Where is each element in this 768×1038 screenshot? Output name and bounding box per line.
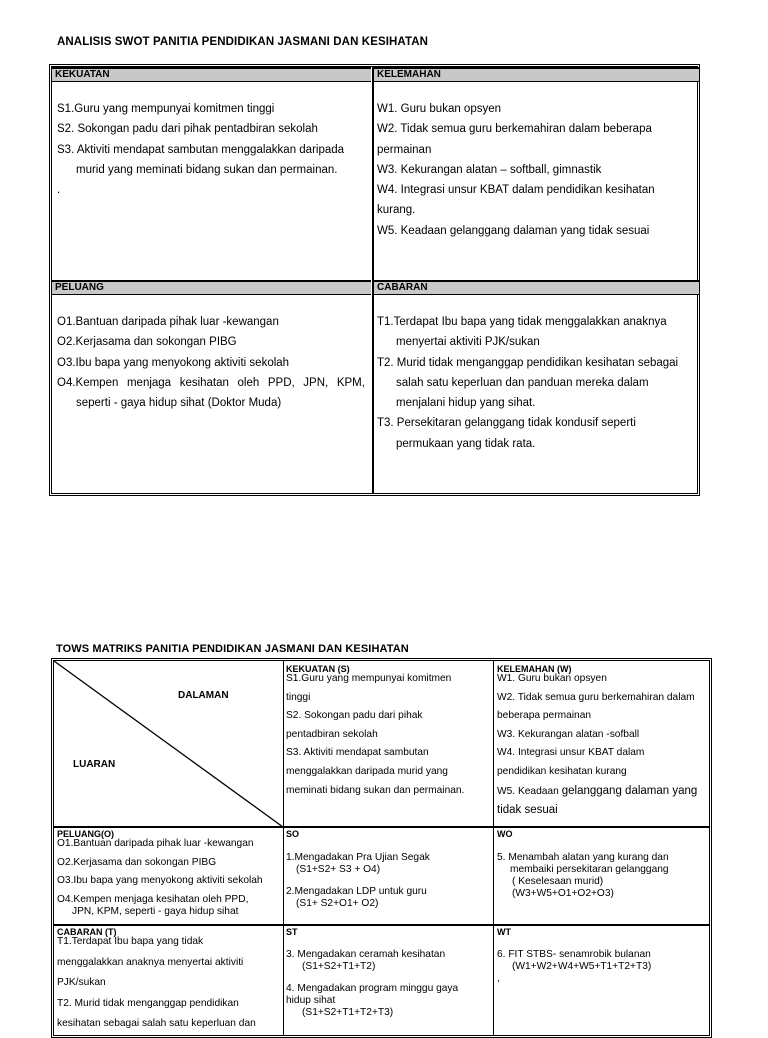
weaknesses-cell xyxy=(377,99,695,241)
list-item: menggalakkan anaknya menyertai aktiviti xyxy=(57,956,244,968)
list-item: beberapa permainan xyxy=(497,710,592,722)
strategy-item: hidup sihat xyxy=(286,995,336,1006)
tows-threats-cell xyxy=(57,933,279,1034)
list-item: O3.Ibu bapa yang menyokong aktiviti sekolah xyxy=(57,875,263,887)
strategy-formula: (S1+S2+T1+T2) xyxy=(302,961,376,972)
wt-cell xyxy=(497,949,709,985)
strategy-formula: (S1+S2+ S3 + O4) xyxy=(296,864,381,875)
list-item: W1. Guru bukan opsyen xyxy=(497,673,607,684)
strategy-formula: (W3+W5+O1+O2+O3) xyxy=(512,888,614,899)
so-cell xyxy=(286,852,491,910)
list-item: O3.Ibu bapa yang menyokong aktiviti sekolah xyxy=(57,356,290,369)
tows-divider xyxy=(493,661,494,1035)
list-item: W3. Kekurangan alatan -sofball xyxy=(497,728,640,740)
list-item: murid yang meminati bidang sukan dan permainan. xyxy=(76,163,338,176)
list-item: O4.Kempen menjaga kesihatan oleh PPD, JPN, KPM, xyxy=(57,376,365,389)
strategy-item: 4. Mengadakan program minggu gaya xyxy=(286,983,459,994)
threats-cell xyxy=(377,312,695,454)
list-item: menyertai aktiviti PJK/sukan xyxy=(396,336,540,349)
list-item: permainan xyxy=(377,143,432,156)
tows-opportunities-header: PELUANG(O) xyxy=(57,829,114,839)
list-item: W5. Keadaan gelanggang dalaman yang tidak sesuai xyxy=(377,224,650,237)
list-item: S2. Sokongan padu dari pihak xyxy=(286,710,423,722)
corner-external-label: LUARAN xyxy=(73,759,116,770)
list-item: S2. Sokongan padu dari pihak pentadbiran sekolah xyxy=(57,123,318,136)
tows-opportunities-cell xyxy=(57,835,279,918)
list-item: T3. Persekitaran gelanggang tidak kondusif seperti xyxy=(377,417,636,430)
list-item: W1. Guru bukan opsyen xyxy=(377,103,502,115)
wo-cell xyxy=(497,852,709,900)
list-item: O1.Bantuan daripada pihak luar -kewangan xyxy=(57,838,254,849)
strengths-header: KEKUATAN xyxy=(52,67,371,82)
list-item: O2.Kerjasama dan sokongan PIBG xyxy=(57,336,237,349)
list-item: W4. Integrasi unsur KBAT dalam pendidikan kesihatan xyxy=(377,184,655,197)
strategy-item: 1.Mengadakan Pra Ujian Segak xyxy=(286,852,430,863)
wo-header: WO xyxy=(497,829,513,839)
list-item: kesihatan sebagai salah satu keperluan dan xyxy=(57,1018,256,1030)
list-item: S1.Guru yang mempunyai komitmen xyxy=(286,673,452,684)
list-item: pendidikan kesihatan kurang xyxy=(497,765,627,777)
list-item: W2. Tidak semua guru berkemahiran dalam xyxy=(497,691,695,703)
threats-header: CABARAN xyxy=(374,280,699,295)
so-header: SO xyxy=(286,829,300,839)
strategy-item: 6. FIT STBS- senamrobik bulanan xyxy=(497,949,651,960)
opportunities-cell xyxy=(57,312,365,413)
list-item: tidak sesuai xyxy=(497,804,558,817)
tows-strengths-header: KEKUATAN (S) xyxy=(286,664,350,674)
wt-header: WT xyxy=(497,927,511,937)
tows-weaknesses-header: KELEMAHAN (W) xyxy=(497,664,572,674)
list-item: S3. Aktiviti mendapat sambutan xyxy=(286,747,429,759)
strategy-formula: (S1+S2+T1+T2+T3) xyxy=(302,1007,394,1018)
list-item: JPN, KPM, seperti - gaya hidup sihat xyxy=(72,905,239,917)
list-item: salah satu keperluan dan panduan mereka dalam xyxy=(396,376,649,389)
strategy-item: 3. Mengadakan ceramah kesihatan xyxy=(286,949,446,960)
list-item: T1.Terdapat Ibu bapa yang tidak menggalakkan anaknya xyxy=(377,316,667,328)
list-item: kurang. xyxy=(377,204,416,217)
list-item: T1.Terdapat Ibu bapa yang tidak xyxy=(57,936,204,947)
list-item: O2.Kerjasama dan sokongan PIBG xyxy=(57,856,217,868)
st-header: ST xyxy=(286,927,298,937)
list-item: pentadbiran sekolah xyxy=(286,728,378,740)
list-item: T2. Murid tidak menganggap pendidikan xyxy=(57,997,239,1009)
tows-divider xyxy=(54,924,709,926)
weaknesses-header: KELEMAHAN xyxy=(374,67,699,82)
strategy-item: 5. Menambah alatan yang kurang dan xyxy=(497,852,669,863)
list-item: S1.Guru yang mempunyai komitmen tinggi xyxy=(57,103,275,115)
st-cell xyxy=(286,949,491,1019)
swot-title: ANALISIS SWOT PANITIA PENDIDIKAN JASMANI DAN KESIHATAN xyxy=(57,36,429,48)
list-item: S3. Aktiviti mendapat sambutan menggalakkan daripada xyxy=(57,143,345,156)
strategy-item: 2.Mengadakan LDP untuk guru xyxy=(286,886,427,897)
strategy-formula: (W1+W2+W4+W5+T1+T2+T3) xyxy=(512,961,652,972)
list-item: menggalakkan daripada murid yang xyxy=(286,765,448,777)
list-item: menjalani hidup yang sihat. xyxy=(396,397,536,410)
list-item: T2. Murid tidak menganggap pendidikan kesihatan sebagai xyxy=(377,356,679,369)
strategy-formula: (S1+ S2+O1+ O2) xyxy=(296,898,379,909)
list-item: W3. Kekurangan alatan – softball, gimnastik xyxy=(377,163,602,176)
corner-diagonal xyxy=(54,661,284,827)
list-item: PJK/sukan xyxy=(57,977,106,989)
tows-table xyxy=(51,658,712,1038)
tows-threats-header: CABARAN (T) xyxy=(57,927,117,937)
strategy-item: ( Keselesaan murid) xyxy=(512,876,604,887)
list-item: W5. Keadaan gelanggang dalaman yang xyxy=(497,784,698,797)
opportunities-header: PELUANG xyxy=(52,280,371,295)
strengths-cell xyxy=(57,99,369,200)
tows-weaknesses-cell xyxy=(497,670,709,820)
list-item: O1.Bantuan daripada pihak luar -kewangan xyxy=(57,316,279,328)
list-item: . xyxy=(57,184,61,197)
list-item: tinggi xyxy=(286,691,311,703)
tows-title: TOWS MATRIKS PANITIA PENDIDIKAN JASMANI DAN KESIHATAN xyxy=(56,643,409,655)
strategy-item: membaiki persekitaran gelanggang xyxy=(510,864,669,875)
list-item: W2. Tidak semua guru berkemahiran dalam beberapa xyxy=(377,123,652,136)
swot-table xyxy=(49,64,700,496)
tows-strengths-cell xyxy=(286,670,491,800)
list-item: permukaan yang tidak rata. xyxy=(396,437,536,450)
list-item: seperti - gaya hidup sihat (Doktor Muda) xyxy=(76,397,282,410)
list-item: W4. Integrasi unsur KBAT dalam xyxy=(497,747,645,759)
list-item: meminati bidang sukan dan permainan. xyxy=(286,784,465,796)
list-item: , xyxy=(497,973,500,984)
corner-internal-label: DALAMAN xyxy=(178,690,229,701)
list-item: O4.Kempen menjaga kesihatan oleh PPD, xyxy=(57,893,249,905)
